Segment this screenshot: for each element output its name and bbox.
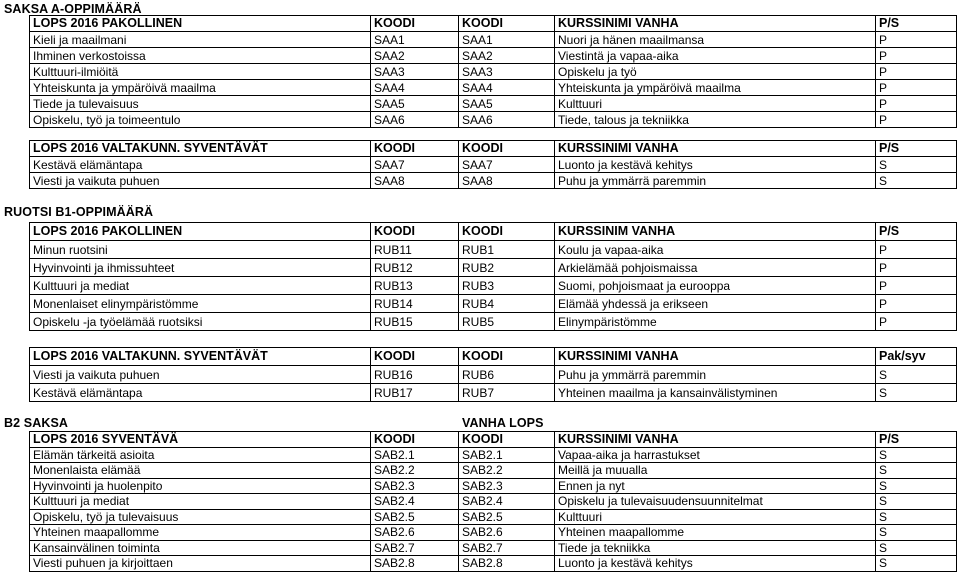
cell-code-new: SAB2.1 bbox=[371, 447, 459, 463]
table-row bbox=[30, 48, 957, 64]
cell-old-name: Luonto ja kestävä kehitys bbox=[555, 556, 876, 572]
table-row bbox=[30, 32, 957, 48]
cell-old-name: Meillä ja muualla bbox=[555, 463, 876, 479]
table-row bbox=[30, 384, 957, 402]
cell-old-name: Opiskelu ja tulevaisuudensuunnitelmat bbox=[555, 494, 876, 510]
cell-code-old: SAA4 bbox=[459, 80, 555, 96]
cell-ps: S bbox=[876, 478, 957, 494]
cell-code-new: SAB2.7 bbox=[371, 540, 459, 556]
cell-code-new: SAA1 bbox=[371, 32, 459, 48]
cell-old-name: Yhteinen maapallomme bbox=[555, 525, 876, 541]
table-row bbox=[30, 494, 957, 510]
cell-course: Monenlaista elämää bbox=[30, 463, 371, 479]
cell-ps: P bbox=[876, 112, 957, 128]
cell-ps: S bbox=[876, 173, 957, 189]
cell-code-new: RUB16 bbox=[371, 366, 459, 384]
cell-course: Hyvinvointi ja ihmissuhteet bbox=[30, 259, 371, 277]
cell-code-old: SAB2.4 bbox=[459, 494, 555, 510]
cell-old-name: Koulu ja vapaa-aika bbox=[555, 241, 876, 259]
table-row bbox=[30, 313, 957, 331]
cell-ps: P bbox=[876, 277, 957, 295]
cell-ps: P bbox=[876, 259, 957, 277]
table-header-row bbox=[30, 223, 957, 241]
cell-code-old: SAA1 bbox=[459, 32, 555, 48]
table-b2-saksa-syventava bbox=[29, 431, 957, 572]
cell-course: Opiskelu, työ ja toimeentulo bbox=[30, 112, 371, 128]
cell-code-new: RUB15 bbox=[371, 313, 459, 331]
cell-course: Opiskelu, työ ja tulevaisuus bbox=[30, 509, 371, 525]
cell-code-old: RUB5 bbox=[459, 313, 555, 331]
cell-ps: S bbox=[876, 556, 957, 572]
cell-code-new: SAB2.8 bbox=[371, 556, 459, 572]
cell-code-new: SAB2.4 bbox=[371, 494, 459, 510]
table-row bbox=[30, 112, 957, 128]
section-subtitle-vanha-lops: VANHA LOPS bbox=[462, 416, 544, 430]
table-header-row bbox=[30, 16, 957, 32]
cell-ps: S bbox=[876, 447, 957, 463]
header-lops: LOPS 2016 VALTAKUNN. SYVENTÄVÄT bbox=[30, 348, 371, 366]
cell-code-old: SAA2 bbox=[459, 48, 555, 64]
header-koodi-new: KOODI bbox=[371, 223, 459, 241]
cell-code-old: SAA7 bbox=[459, 157, 555, 173]
table-row bbox=[30, 277, 957, 295]
cell-code-old: SAB2.5 bbox=[459, 509, 555, 525]
cell-course: Kulttuuri-ilmiöitä bbox=[30, 64, 371, 80]
cell-code-old: RUB1 bbox=[459, 241, 555, 259]
cell-ps: S bbox=[876, 463, 957, 479]
cell-course: Opiskelu -ja työelämää ruotsiksi bbox=[30, 313, 371, 331]
header-ps: P/S bbox=[876, 16, 957, 32]
cell-ps: S bbox=[876, 525, 957, 541]
table-header-row bbox=[30, 432, 957, 448]
header-koodi-new: KOODI bbox=[371, 348, 459, 366]
cell-code-old: SAB2.6 bbox=[459, 525, 555, 541]
cell-code-old: RUB3 bbox=[459, 277, 555, 295]
table-saksa-a-pakollinen bbox=[29, 15, 957, 128]
cell-ps: S bbox=[876, 494, 957, 510]
header-koodi-old: KOODI bbox=[459, 223, 555, 241]
cell-course: Monenlaiset elinympäristömme bbox=[30, 295, 371, 313]
cell-old-name: Yhteinen maailma ja kansainvälistyminen bbox=[555, 384, 876, 402]
table-row bbox=[30, 366, 957, 384]
cell-old-name: Ennen ja nyt bbox=[555, 478, 876, 494]
cell-ps: P bbox=[876, 48, 957, 64]
cell-ps: P bbox=[876, 80, 957, 96]
cell-old-name: Suomi, pohjoismaat ja eurooppa bbox=[555, 277, 876, 295]
table-row bbox=[30, 540, 957, 556]
cell-code-new: RUB17 bbox=[371, 384, 459, 402]
header-koodi-new: KOODI bbox=[371, 432, 459, 448]
cell-course: Ihminen verkostoissa bbox=[30, 48, 371, 64]
cell-code-old: SAB2.3 bbox=[459, 478, 555, 494]
cell-code-new: SAA4 bbox=[371, 80, 459, 96]
cell-course: Yhteinen maapallomme bbox=[30, 525, 371, 541]
header-kurssinimi: KURSSINIMI VANHA bbox=[555, 432, 876, 448]
header-koodi-new: KOODI bbox=[371, 141, 459, 157]
cell-code-new: SAA5 bbox=[371, 96, 459, 112]
cell-code-old: SAA6 bbox=[459, 112, 555, 128]
table-row bbox=[30, 447, 957, 463]
table-row bbox=[30, 295, 957, 313]
cell-old-name: Opiskelu ja työ bbox=[555, 64, 876, 80]
table-header-row bbox=[30, 141, 957, 157]
cell-code-new: RUB14 bbox=[371, 295, 459, 313]
header-ps: P/S bbox=[876, 432, 957, 448]
section-title-b2-saksa: B2 SAKSA bbox=[4, 416, 69, 430]
cell-course: Hyvinvointi ja huolenpito bbox=[30, 478, 371, 494]
header-lops: LOPS 2016 SYVENTÄVÄ bbox=[30, 432, 371, 448]
header-koodi-new: KOODI bbox=[371, 16, 459, 32]
header-koodi-old: KOODI bbox=[459, 141, 555, 157]
cell-code-new: RUB13 bbox=[371, 277, 459, 295]
section-title-saksa-a: SAKSA A-OPPIMÄÄRÄ bbox=[4, 2, 142, 16]
cell-code-old: RUB6 bbox=[459, 366, 555, 384]
header-kurssinimi: KURSSINIMI VANHA bbox=[555, 141, 876, 157]
cell-code-old: RUB2 bbox=[459, 259, 555, 277]
table-row bbox=[30, 157, 957, 173]
cell-course: Minun ruotsini bbox=[30, 241, 371, 259]
cell-code-new: SAA8 bbox=[371, 173, 459, 189]
cell-code-new: RUB12 bbox=[371, 259, 459, 277]
cell-course: Kansainvälinen toiminta bbox=[30, 540, 371, 556]
cell-old-name: Arkielämää pohjoismaissa bbox=[555, 259, 876, 277]
table-row bbox=[30, 259, 957, 277]
cell-old-name: Tiede ja tekniikka bbox=[555, 540, 876, 556]
header-kurssinimi: KURSSINIMI VANHA bbox=[555, 348, 876, 366]
cell-code-new: SAA7 bbox=[371, 157, 459, 173]
cell-code-new: SAB2.2 bbox=[371, 463, 459, 479]
cell-code-old: SAB2.8 bbox=[459, 556, 555, 572]
table-saksa-a-syventavat bbox=[29, 140, 957, 189]
table-row bbox=[30, 80, 957, 96]
cell-ps: S bbox=[876, 157, 957, 173]
cell-course: Viesti ja vaikuta puhuen bbox=[30, 366, 371, 384]
cell-ps: P bbox=[876, 295, 957, 313]
cell-course: Tiede ja tulevaisuus bbox=[30, 96, 371, 112]
cell-code-old: SAA8 bbox=[459, 173, 555, 189]
table-row bbox=[30, 525, 957, 541]
cell-old-name: Vapaa-aika ja harrastukset bbox=[555, 447, 876, 463]
cell-course: Elämän tärkeitä asioita bbox=[30, 447, 371, 463]
table-row bbox=[30, 463, 957, 479]
cell-course: Kestävä elämäntapa bbox=[30, 384, 371, 402]
table-ruotsi-b1-pakollinen bbox=[29, 222, 957, 331]
table-row bbox=[30, 478, 957, 494]
cell-ps: S bbox=[876, 384, 957, 402]
cell-code-new: SAB2.3 bbox=[371, 478, 459, 494]
cell-code-old: SAB2.7 bbox=[459, 540, 555, 556]
header-ps: P/S bbox=[876, 141, 957, 157]
cell-ps: P bbox=[876, 64, 957, 80]
header-ps: P/S bbox=[876, 223, 957, 241]
header-koodi-old: KOODI bbox=[459, 16, 555, 32]
header-koodi-old: KOODI bbox=[459, 432, 555, 448]
cell-code-new: SAB2.5 bbox=[371, 509, 459, 525]
cell-course: Viesti puhuen ja kirjoittaen bbox=[30, 556, 371, 572]
cell-code-old: SAA5 bbox=[459, 96, 555, 112]
header-lops: LOPS 2016 PAKOLLINEN bbox=[30, 16, 371, 32]
cell-code-new: SAA2 bbox=[371, 48, 459, 64]
table-row bbox=[30, 509, 957, 525]
header-lops: LOPS 2016 VALTAKUNN. SYVENTÄVÄT bbox=[30, 141, 371, 157]
header-kurssinimi: KURSSINIMI VANHA bbox=[555, 16, 876, 32]
cell-code-new: SAA6 bbox=[371, 112, 459, 128]
table-row bbox=[30, 96, 957, 112]
cell-code-old: SAB2.2 bbox=[459, 463, 555, 479]
cell-code-new: RUB11 bbox=[371, 241, 459, 259]
cell-ps: S bbox=[876, 540, 957, 556]
cell-old-name: Kulttuuri bbox=[555, 96, 876, 112]
cell-course: Kestävä elämäntapa bbox=[30, 157, 371, 173]
cell-course: Kieli ja maailmani bbox=[30, 32, 371, 48]
cell-code-old: RUB7 bbox=[459, 384, 555, 402]
cell-old-name: Kulttuuri bbox=[555, 509, 876, 525]
cell-code-old: SAA3 bbox=[459, 64, 555, 80]
cell-course: Kulttuuri ja mediat bbox=[30, 277, 371, 295]
header-koodi-old: KOODI bbox=[459, 348, 555, 366]
cell-ps: P bbox=[876, 96, 957, 112]
section-title-ruotsi-b1: RUOTSI B1-OPPIMÄÄRÄ bbox=[4, 205, 154, 219]
header-lops: LOPS 2016 PAKOLLINEN bbox=[30, 223, 371, 241]
cell-old-name: Elämää yhdessä ja erikseen bbox=[555, 295, 876, 313]
cell-course: Viesti ja vaikuta puhuen bbox=[30, 173, 371, 189]
cell-ps: P bbox=[876, 313, 957, 331]
table-row bbox=[30, 64, 957, 80]
table-ruotsi-b1-syventavat bbox=[29, 347, 957, 402]
header-kurssinimi: KURSSINIM VANHA bbox=[555, 223, 876, 241]
cell-old-name: Puhu ja ymmärrä paremmin bbox=[555, 173, 876, 189]
cell-course: Yhteiskunta ja ympäröivä maailma bbox=[30, 80, 371, 96]
table-row bbox=[30, 173, 957, 189]
header-ps: Pak/syv bbox=[876, 348, 957, 366]
cell-ps: P bbox=[876, 32, 957, 48]
cell-code-new: SAB2.6 bbox=[371, 525, 459, 541]
cell-ps: P bbox=[876, 241, 957, 259]
cell-old-name: Tiede, talous ja tekniikka bbox=[555, 112, 876, 128]
cell-old-name: Elinympäristömme bbox=[555, 313, 876, 331]
cell-old-name: Luonto ja kestävä kehitys bbox=[555, 157, 876, 173]
table-row bbox=[30, 241, 957, 259]
table-header-row bbox=[30, 348, 957, 366]
cell-ps: S bbox=[876, 509, 957, 525]
table-row bbox=[30, 556, 957, 572]
cell-code-new: SAA3 bbox=[371, 64, 459, 80]
cell-code-old: SAB2.1 bbox=[459, 447, 555, 463]
cell-old-name: Puhu ja ymmärrä paremmin bbox=[555, 366, 876, 384]
cell-old-name: Viestintä ja vapaa-aika bbox=[555, 48, 876, 64]
cell-ps: S bbox=[876, 366, 957, 384]
cell-course: Kulttuuri ja mediat bbox=[30, 494, 371, 510]
cell-code-old: RUB4 bbox=[459, 295, 555, 313]
cell-old-name: Yhteiskunta ja ympäröivä maailma bbox=[555, 80, 876, 96]
cell-old-name: Nuori ja hänen maailmansa bbox=[555, 32, 876, 48]
